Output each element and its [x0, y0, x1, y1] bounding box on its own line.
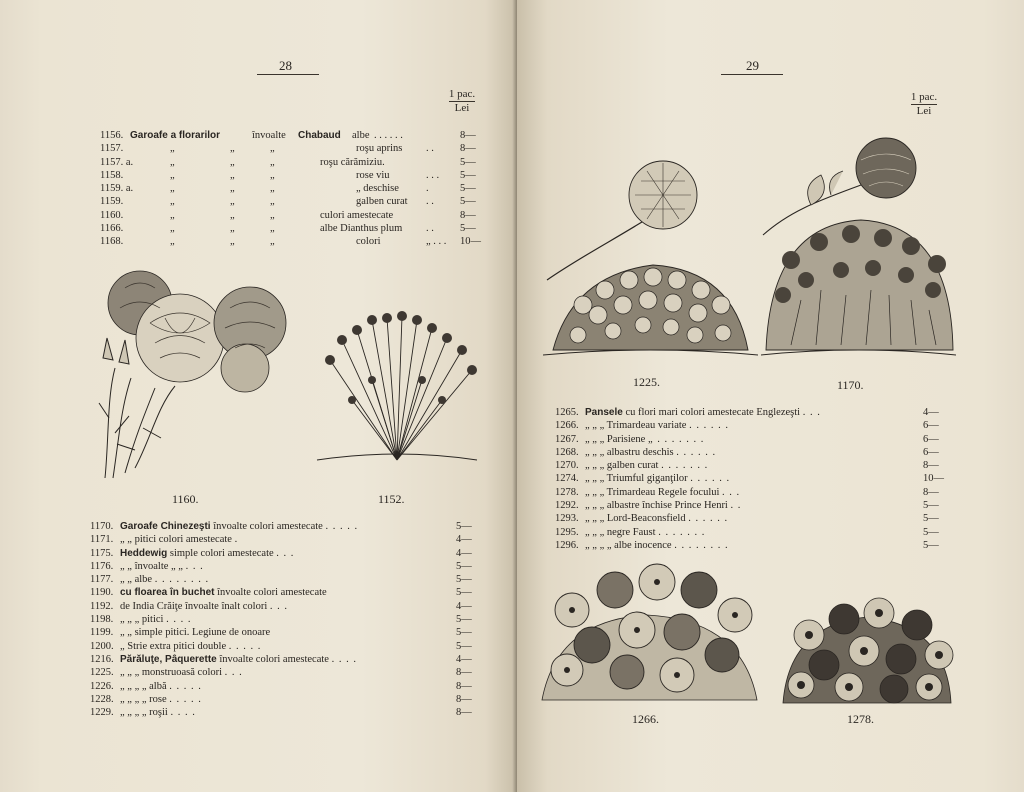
item-dots: . . . [224, 667, 243, 679]
item-description [120, 613, 191, 626]
item-number: 1270. [555, 460, 579, 472]
item-price: 8— [456, 667, 472, 679]
right-page [517, 0, 1024, 792]
item-text: „ „ „ monstruoasă colori [120, 667, 223, 679]
item-price: 5— [923, 513, 939, 525]
item-name-bold: Garoafe Chinezeşti [120, 521, 211, 532]
table-row [555, 486, 945, 499]
table-row [90, 560, 480, 573]
item-price: 5— [460, 223, 476, 235]
item-number: 1156. [100, 130, 124, 141]
item-dots: . . . . . [169, 693, 202, 705]
item-dots: . . [730, 500, 742, 512]
item-number: 1192. [90, 600, 114, 612]
item-number: 1278. [555, 486, 579, 498]
item-description [585, 446, 716, 459]
table-row [90, 693, 480, 706]
page-number-rule [257, 74, 319, 75]
item-color: galben curat [356, 196, 408, 208]
table-row [555, 539, 945, 552]
item-color: roşu cărămiziu. [320, 156, 385, 168]
pansy-clump-dark-illustration [779, 585, 954, 710]
item-dots: . . [426, 196, 434, 208]
item-type: „ [230, 196, 235, 208]
table-row [90, 640, 480, 653]
item-description [120, 693, 202, 706]
item-variety: Chabaud [298, 130, 341, 141]
item-text: învoalte colori amestecate [217, 587, 327, 599]
table-row [100, 222, 480, 235]
item-dots: . . . . [166, 614, 192, 626]
item-dots: . [234, 534, 239, 546]
figure-caption-1160: 1160. [172, 492, 199, 506]
item-number: 1293. [555, 513, 579, 525]
table-row [90, 533, 480, 546]
item-text: „ „ „ negre Faust [585, 526, 656, 538]
item-dots: . . . [802, 407, 821, 418]
table-row [90, 520, 480, 533]
item-number: 1266. [555, 420, 579, 432]
item-price: 8— [923, 460, 939, 472]
item-text: cu flori mari colori amestecate Englezeşti [625, 407, 801, 418]
price-currency: Lei [916, 105, 932, 117]
pansies-price-list [555, 406, 945, 552]
item-price: 8— [456, 693, 472, 705]
item-price: 5— [460, 169, 476, 181]
item-number: 1159. a. [100, 183, 134, 195]
item-dots: „ . . . . . . . [647, 433, 705, 445]
price-unit: 1 pac. [448, 88, 476, 100]
item-price: 5— [456, 627, 472, 639]
item-description [120, 706, 196, 719]
item-description [585, 499, 741, 512]
item-name-bold: cu floarea în buchet [120, 587, 215, 599]
lower-price-list [90, 520, 480, 719]
item-price: 4— [456, 600, 472, 612]
item-number: 1170. [90, 521, 114, 532]
item-color: „ deschise [356, 183, 399, 195]
item-description [120, 573, 209, 586]
item-text: „ „ învoalte „ „ [120, 560, 183, 572]
item-number: 1226. [90, 680, 114, 692]
item-description [120, 586, 327, 599]
item-number: 1171. [90, 534, 114, 546]
item-text: „ „ „ „ rose [120, 693, 167, 705]
item-type: „ [230, 236, 235, 248]
table-row [100, 195, 480, 208]
item-dots: . . . . . . [374, 130, 403, 141]
item-price: 10— [923, 473, 944, 485]
item-text: „ „ „ Lord-Beaconsfield [585, 513, 686, 525]
table-row [90, 626, 480, 639]
item-text: „ „ albe [120, 574, 153, 586]
item-text: „ „ „ Triumful giganţilor [585, 473, 688, 485]
table-row [100, 182, 480, 195]
item-name: „ [170, 209, 175, 221]
item-name-bold: Pansele [585, 407, 623, 418]
carnation-bloom-illustration [95, 268, 295, 483]
item-variety: „ [270, 209, 275, 221]
item-price: 5— [460, 156, 476, 168]
figure-caption-1266: 1266. [632, 712, 659, 726]
item-type: „ [230, 209, 235, 221]
table-row [90, 680, 480, 693]
item-dots: . . . . . . [676, 446, 717, 458]
item-price: 4— [456, 653, 472, 665]
item-number: 1166. [100, 223, 124, 235]
item-description [120, 520, 358, 533]
item-dots: . . . . [170, 707, 196, 719]
page-number-right: 29 [746, 58, 759, 73]
item-price: 5— [923, 526, 939, 538]
item-description [120, 653, 357, 666]
table-row [555, 512, 945, 525]
item-name: „ [170, 223, 175, 235]
table-row [555, 406, 945, 419]
item-description [585, 406, 821, 419]
price-unit: 1 pac. [910, 91, 938, 103]
item-text: simple colori amestecate [169, 547, 274, 559]
item-price: 6— [923, 446, 939, 458]
item-name: Garoafe a florarilor [130, 130, 221, 141]
figure-caption-1225: 1225. [633, 375, 660, 389]
item-description [120, 600, 288, 613]
item-dots: . . . [269, 600, 288, 612]
item-color: colori [356, 236, 381, 248]
table-row [100, 129, 480, 142]
item-number: 1168. [100, 236, 124, 248]
item-number: 1225. [90, 667, 114, 679]
item-dots: . . . [722, 486, 741, 498]
item-type: „ [230, 183, 235, 195]
item-price: 4— [456, 534, 472, 546]
item-description [585, 472, 730, 485]
item-description [120, 547, 294, 560]
item-number: 1216. [90, 653, 114, 665]
item-color: rose viu [356, 169, 390, 181]
item-number: 1296. [555, 539, 579, 551]
figure-caption-1152: 1152. [378, 492, 405, 506]
item-variety: „ [270, 169, 275, 181]
item-dots: . . . . . [325, 521, 359, 532]
item-text: învoalte colori amestecate [219, 653, 329, 665]
table-row [100, 156, 480, 169]
item-number: 1157. [100, 143, 124, 155]
price-currency: Lei [454, 102, 470, 114]
item-price: 5— [460, 183, 476, 195]
daisy-cushion-illustration [543, 155, 758, 365]
item-dots: „ . . . [426, 236, 447, 248]
item-price: 8— [456, 680, 472, 692]
item-text: învoalte colori amestecate [213, 521, 323, 532]
price-header-right [906, 91, 942, 118]
item-number: 1228. [90, 693, 114, 705]
item-number: 1190. [90, 587, 114, 599]
table-row [100, 169, 480, 182]
item-price: 8— [460, 130, 476, 141]
dianthus-bush-illustration [312, 310, 482, 470]
item-number: 1159. [100, 196, 124, 208]
item-text: „ „ „ Parisiene [585, 433, 646, 445]
item-price: 5— [460, 196, 476, 208]
item-dots: . [426, 183, 429, 195]
item-variety: „ [270, 156, 275, 168]
item-description [120, 560, 204, 573]
item-price: 8— [460, 209, 476, 221]
item-text: „ „ „ „ albă [120, 680, 167, 692]
item-number: 1160. [100, 209, 124, 221]
item-dots: . . . [426, 169, 440, 181]
table-row [555, 446, 945, 459]
item-variety: „ [270, 183, 275, 195]
item-variety: „ [270, 223, 275, 235]
item-dots: . . . . . . . . [154, 574, 210, 586]
item-dots: . . . . . . . [661, 460, 709, 472]
item-type: „ [230, 143, 235, 155]
item-dots: . . . . . [169, 680, 202, 692]
item-price: 5— [456, 521, 472, 532]
item-type: învoalte [252, 130, 286, 141]
pansy-clump-light-illustration [537, 560, 762, 710]
item-color: albe [352, 130, 370, 141]
table-row [555, 472, 945, 485]
item-price: 5— [923, 500, 939, 512]
table-row [100, 235, 480, 248]
item-description [120, 533, 238, 546]
price-header-left [444, 88, 480, 115]
item-name: „ [170, 236, 175, 248]
item-dots: . . . . . . [688, 513, 729, 525]
item-text: „ „ „ pitici [120, 614, 164, 626]
item-dots: . . . . . . . . [674, 539, 729, 551]
table-row [555, 419, 945, 432]
item-name: „ [170, 196, 175, 208]
chinese-carnation-illustration [761, 130, 956, 365]
item-dots: . . . . [331, 653, 357, 665]
item-description [120, 640, 261, 653]
item-name: „ [170, 169, 175, 181]
item-dots: . . . . . . [690, 473, 731, 485]
item-color: roşu aprins [356, 143, 403, 155]
table-row [555, 526, 945, 539]
item-text: „ „ „ Trimardeau Regele focului [585, 486, 720, 498]
page-number-rule [721, 74, 783, 75]
item-number: 1177. [90, 574, 114, 586]
item-name-bold: Părăluţe, Pâquerette [120, 653, 217, 665]
item-text: „ „ „ albastre închise Prince Henri [585, 500, 728, 512]
item-dots: . . . [276, 547, 295, 559]
item-color: culori amestecate [320, 209, 394, 221]
item-price: 5— [923, 539, 939, 551]
item-number: 1198. [90, 614, 114, 626]
item-number: 1274. [555, 473, 579, 485]
page-number-left: 28 [279, 58, 292, 73]
item-price: 4— [456, 547, 472, 559]
item-number: 1267. [555, 433, 579, 445]
item-description [120, 680, 202, 693]
item-name-bold: Heddewig [120, 547, 168, 559]
item-number: 1200. [90, 640, 114, 652]
figure-caption-1278: 1278. [847, 712, 874, 726]
item-text: „ Strie extra pitici double [120, 640, 227, 652]
item-price: 8— [460, 143, 476, 155]
table-row [90, 600, 480, 613]
item-color: albe Dianthus plum [320, 223, 403, 235]
item-dots: . . [426, 143, 434, 155]
item-price: 8— [923, 486, 939, 498]
item-price: 5— [456, 614, 472, 626]
item-variety: „ [270, 143, 275, 155]
item-text: „ „ „ galben curat [585, 460, 659, 472]
item-number: 1295. [555, 526, 579, 538]
item-number: 1292. [555, 500, 579, 512]
item-text: „ „ „ „ albe inocence [585, 539, 672, 551]
item-description [585, 419, 729, 432]
figure-caption-1170: 1170. [837, 378, 864, 392]
item-variety: „ [270, 236, 275, 248]
table-row [90, 666, 480, 679]
item-number: 1265. [555, 407, 579, 418]
item-type: „ [230, 169, 235, 181]
item-name: „ [170, 183, 175, 195]
item-number: 1229. [90, 707, 114, 719]
item-number: 1268. [555, 446, 579, 458]
table-row [90, 547, 480, 560]
item-dots: . . . . . . . [658, 526, 706, 538]
item-text: „ „ „ Trimardeau variate [585, 420, 687, 432]
table-row [555, 433, 945, 446]
item-price: 6— [923, 420, 939, 432]
table-row [555, 459, 945, 472]
table-row [555, 499, 945, 512]
table-row [90, 653, 480, 666]
item-price: 10— [460, 236, 481, 248]
item-dots: . . . . . . [689, 420, 729, 432]
table-row [100, 142, 480, 155]
item-number: 1176. [90, 560, 114, 572]
item-text: „ „ simple pitici. Legiune de onoare [120, 627, 271, 639]
item-type: „ [230, 223, 235, 235]
item-type: „ [230, 156, 235, 168]
item-number: 1175. [90, 547, 114, 559]
item-description [120, 626, 270, 639]
item-text: „ „ pitici colori amestecate [120, 534, 232, 546]
item-price: 6— [923, 433, 939, 445]
item-text: „ „ „ „ roşii [120, 707, 168, 719]
item-number: 1199. [90, 627, 114, 639]
item-description [585, 459, 708, 472]
table-row [90, 586, 480, 599]
item-number: 1158. [100, 169, 124, 181]
item-description [585, 512, 728, 525]
carnations-price-list [100, 129, 480, 249]
item-price: 5— [456, 587, 472, 599]
item-text: „ „ „ albastru deschis [585, 446, 674, 458]
item-dots: . . [426, 223, 434, 235]
item-dots: . . . . . [228, 640, 262, 652]
table-row [90, 613, 480, 626]
item-description [585, 539, 729, 552]
item-description [585, 433, 704, 446]
item-name: „ [170, 143, 175, 155]
item-dots: . . . [185, 560, 204, 572]
item-description [120, 666, 243, 679]
table-row [90, 706, 480, 719]
item-price: 5— [456, 640, 472, 652]
item-price: 4— [923, 407, 939, 418]
item-price: 5— [456, 574, 472, 586]
item-description [585, 526, 705, 539]
item-price: 8— [456, 707, 472, 719]
item-price: 5— [456, 560, 472, 572]
table-row [100, 209, 480, 222]
item-variety: „ [270, 196, 275, 208]
item-number: 1157. a. [100, 156, 134, 168]
item-name: „ [170, 156, 175, 168]
item-text: de India Crăiţe învoalte înalt colori [120, 600, 268, 612]
item-description [585, 486, 740, 499]
table-row [90, 573, 480, 586]
